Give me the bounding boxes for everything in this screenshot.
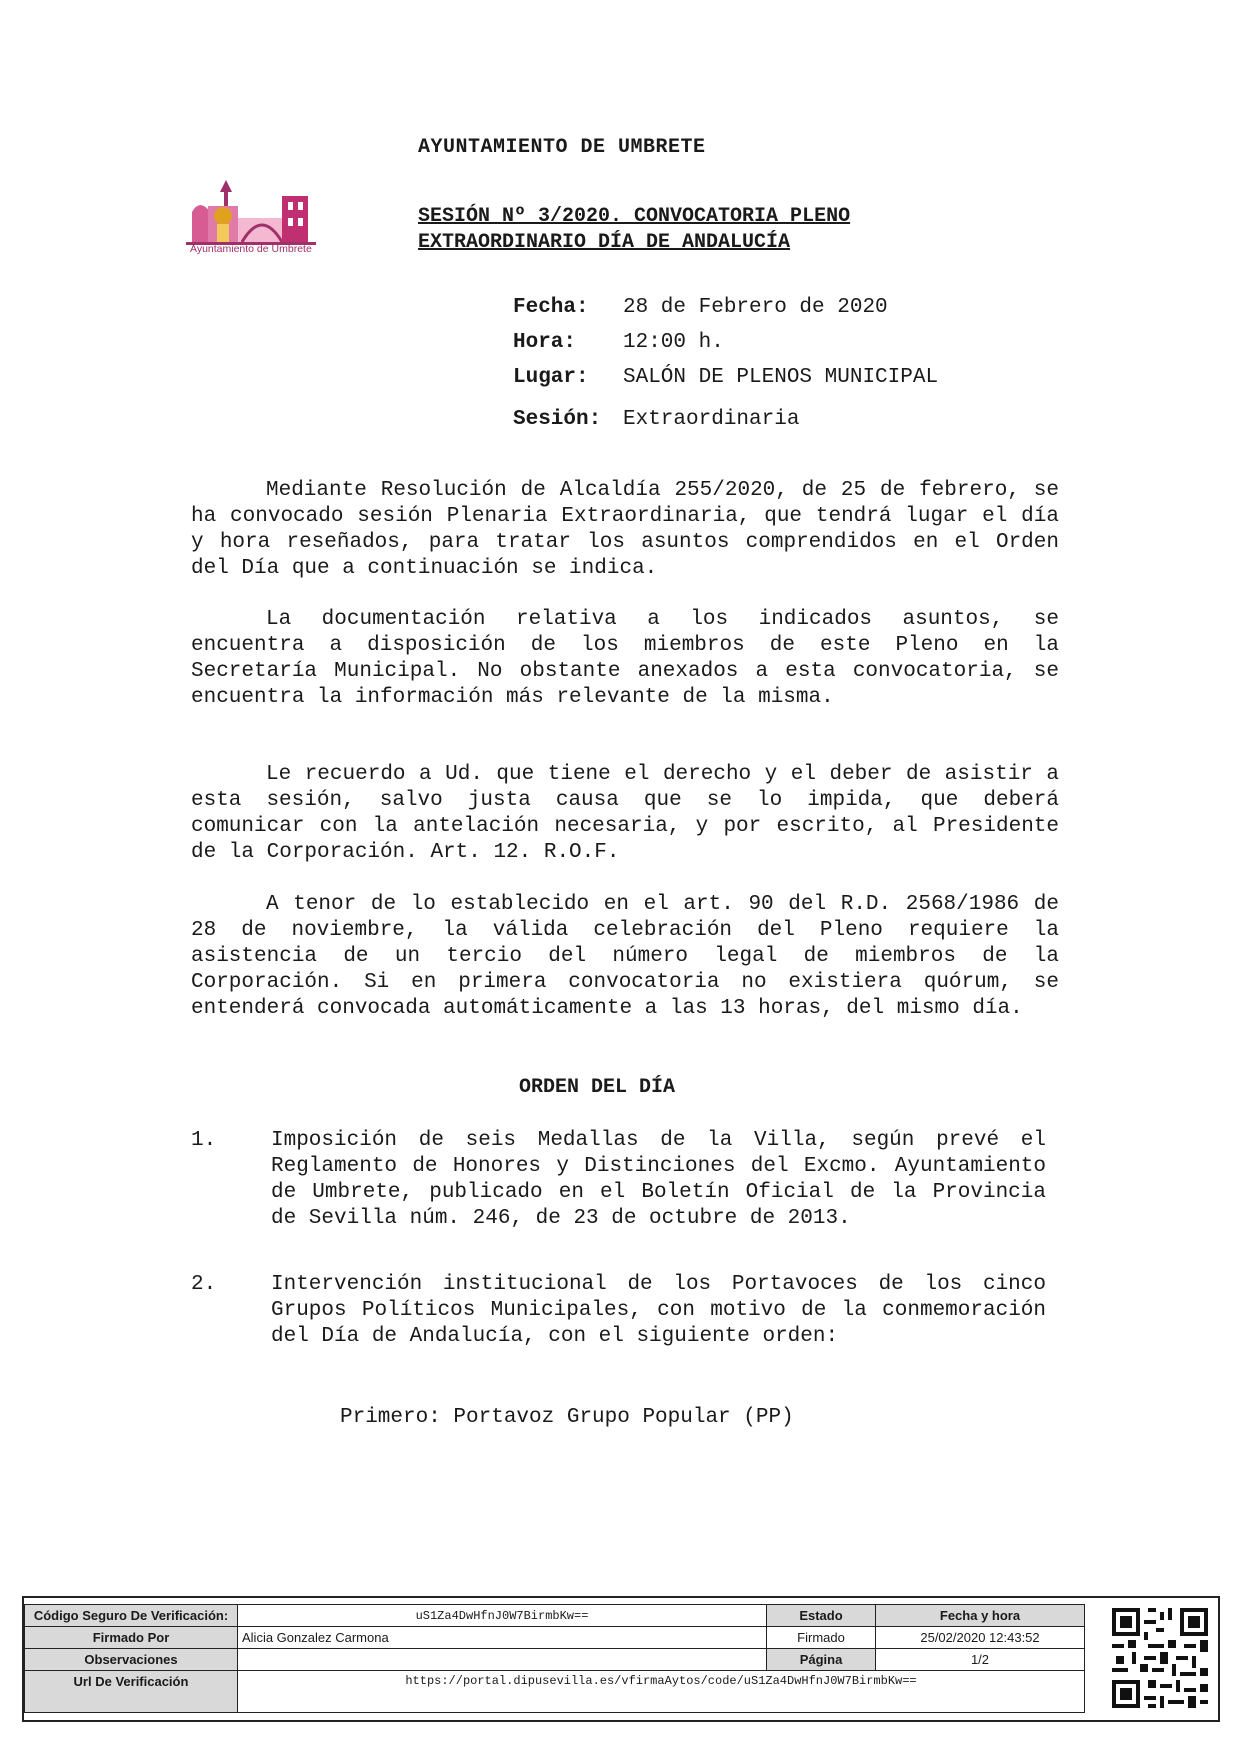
date-value: 28 de Febrero de 2020	[623, 296, 888, 319]
date-row	[513, 296, 888, 319]
first-speaker: Primero: Portavoz Grupo Popular (PP)	[340, 1406, 794, 1429]
observations-label: Observaciones	[25, 1649, 238, 1671]
paragraph-documentation	[191, 607, 1059, 711]
organization-name: AYUNTAMIENTO DE UMBRETE	[418, 136, 706, 159]
time-row	[513, 331, 724, 354]
datetime-value: 25/02/2020 12:43:52	[876, 1627, 1085, 1649]
agenda-item-text: Intervención institucional de los Portavoces de los cinco Grupos Políticos Municipales, con motivo de la conmemoración del Día de Andalucía, con el siguiente orden:	[271, 1273, 1046, 1348]
verification-table	[24, 1604, 1085, 1713]
signed-by-label: Firmado Por	[25, 1627, 238, 1649]
paragraph-quorum	[191, 892, 1059, 1022]
date-label: Fecha:	[513, 296, 589, 319]
status-value: Firmado	[767, 1627, 876, 1649]
session-row	[513, 408, 799, 431]
signed-by-value: Alicia Gonzalez Carmona	[238, 1627, 767, 1649]
page-value: 1/2	[876, 1649, 1085, 1671]
time-label: Hora:	[513, 331, 577, 354]
csv-label: Código Seguro De Verificación:	[25, 1605, 238, 1627]
place-row	[513, 366, 938, 389]
paragraph-attendance-text: Le recuerdo a Ud. que tiene el derecho y el deber de asistir a esta sesión, salvo justa causa que se lo impida, que deberá comunicar con la antelación necesaria, y por escrito, al Presidente de la Corporación. Art. 12. R.O.F.	[191, 763, 1059, 864]
place-value: SALÓN DE PLENOS MUNICIPAL	[623, 366, 939, 389]
time-value: 12:00 h.	[623, 331, 724, 354]
qr-code-icon[interactable]	[1108, 1604, 1212, 1712]
paragraph-quorum-text: A tenor de lo establecido en el art. 90 del R.D. 2568/1986 de 28 de noviembre, la válida celebración del Pleno requiere la asistencia de un tercio del número legal de miembros de la Corporación. Si en primera convocatoria no existiera quórum, se entenderá convocada automáticamente a las 13 horas, del mismo día.	[191, 893, 1059, 1020]
status-label: Estado	[767, 1605, 876, 1627]
session-label: Sesión:	[513, 408, 602, 431]
place-label: Lugar:	[513, 366, 589, 389]
agenda-item-number: 2.	[191, 1273, 217, 1296]
paragraph-resolution	[191, 478, 1059, 582]
page-label: Página	[767, 1649, 876, 1671]
agenda-heading: ORDEN DEL DÍA	[519, 1076, 676, 1099]
paragraph-resolution-text: Mediante Resolución de Alcaldía 255/2020, de 25 de febrero, se ha convocado sesión Plenaria Extraordinaria, que tendrá lugar el día y hora reseñados, para tratar los asuntos comprendidos en el Orden del Día que a continuación se indica.	[191, 479, 1059, 580]
datetime-label: Fecha y hora	[876, 1605, 1085, 1627]
observations-value	[238, 1649, 767, 1671]
paragraph-attendance	[191, 762, 1059, 866]
paragraph-documentation-text: La documentación relativa a los indicados asuntos, se encuentra a disposición de los miembros de este Pleno en la Secretaría Municipal. No obstante anexados a esta convocatoria, se encuentra la información más relevante de la misma.	[191, 608, 1059, 709]
agenda-item	[191, 1272, 1046, 1350]
logo-caption: Ayuntamiento de Umbrete	[190, 243, 312, 255]
verification-url[interactable]: https://portal.dipusevilla.es/vfirmaAytos/code/uS1Za4DwHfnJ0W7BirmbKw==	[238, 1671, 1085, 1713]
agenda-item-number: 1.	[191, 1129, 217, 1152]
agenda-item-text: Imposición de seis Medallas de la Villa, según prevé el Reglamento de Honores y Distinciones del Excmo. Ayuntamiento de Umbrete, publicado en el Boletín Oficial de la Provincia de Sevilla núm. 246, de 23 de octubre de 2013.	[271, 1129, 1046, 1230]
url-label: Url De Verificación	[25, 1671, 238, 1713]
session-value: Extraordinaria	[623, 408, 800, 431]
csv-value: uS1Za4DwHfnJ0W7BirmbKw==	[238, 1605, 767, 1627]
agenda-item	[191, 1128, 1046, 1232]
session-title: SESIÓN Nº 3/2020. CONVOCATORIA PLENO EXTRAORDINARIO DÍA DE ANDALUCÍA	[418, 205, 851, 254]
